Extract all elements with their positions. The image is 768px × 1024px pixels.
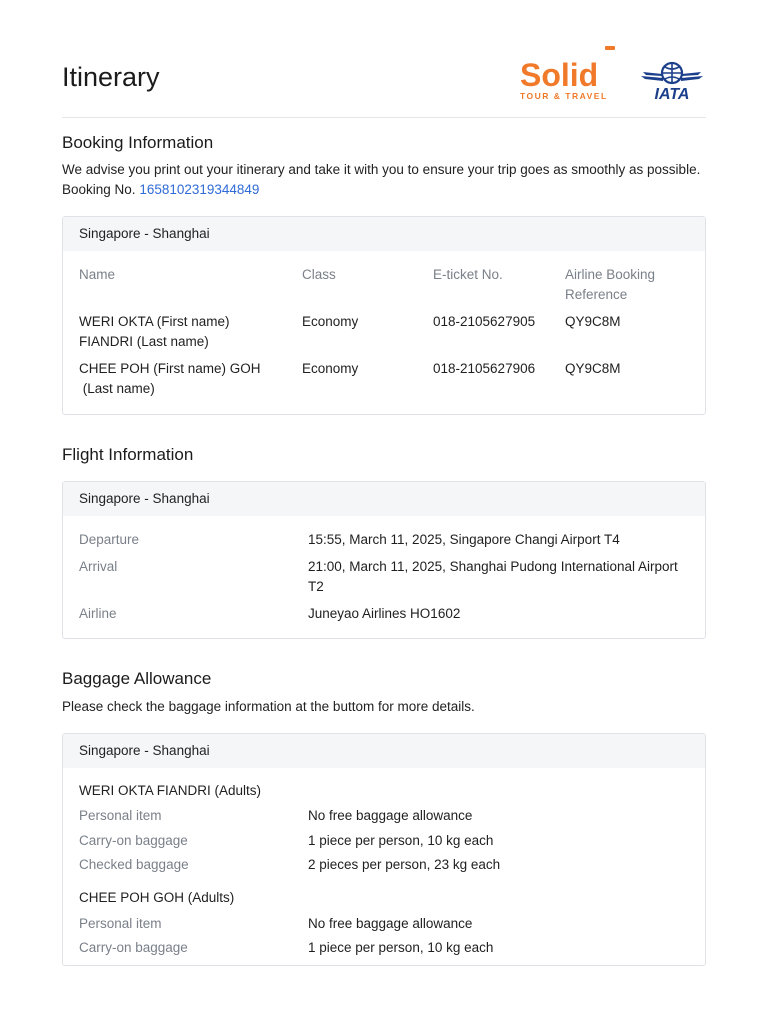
flight-route: Singapore - Shanghai [63,482,705,516]
passenger-1-last: FIANDRI (Last name) [79,334,209,349]
passenger-1-ref: QY9C8M [565,314,621,329]
flight-card [62,481,706,639]
passenger-2-class: Economy [302,361,359,376]
passenger-2-ref: QY9C8M [565,361,621,376]
baggage-passenger-2-name: CHEE POH GOH (Adults) [79,890,235,905]
booking-route: Singapore - Shanghai [63,217,705,251]
booking-advice-text: We advise you print out your itinerary and take it with you to ensure your trip goes as smoothly as possible. [62,162,701,177]
baggage-card [62,733,706,966]
p1-carry-value: 1 piece per person, 10 kg each [308,833,494,848]
p2-carry-value: 1 piece per person, 10 kg each [308,940,494,955]
flight-section-title: Flight Information [62,445,194,464]
passenger-2-first: CHEE POH (First name) GOH [79,361,261,376]
booking-no-label: Booking No. [62,182,136,197]
booking-section-title: Booking Information [62,133,214,152]
passenger-2-name [79,359,261,399]
p2-carry-label: Carry-on baggage [79,940,188,955]
arrival-value-line2: T2 [308,579,324,594]
p1-personal-value: No free baggage allowance [308,808,473,823]
baggage-route: Singapore - Shanghai [63,734,705,768]
header [62,0,706,118]
p1-checked-value: 2 pieces per person, 23 kg each [308,857,501,872]
baggage-section-title: Baggage Allowance [62,669,212,688]
solid-logo-text: Solid [520,57,599,93]
passenger-2-eticket: 018-2105627906 [433,361,536,376]
baggage-note: Please check the baggage information at the buttom for more details. [62,699,475,714]
brand-logos [520,44,706,100]
departure-value: 15:55, March 11, 2025, Singapore Changi Airport T4 [308,532,620,547]
arrival-value-line1: 21:00, March 11, 2025, Shanghai Pudong International Airport [308,559,678,574]
airline-value: Juneyao Airlines HO1602 [308,606,461,621]
solid-logo [520,46,615,100]
baggage-passenger-1-name: WERI OKTA FIANDRI (Adults) [79,783,262,798]
passenger-2-last: (Last name) [79,381,155,396]
col-airline-ref-line1: Airline Booking [565,267,656,282]
airline-label: Airline [79,606,117,621]
booking-advice [62,160,722,200]
page-title: Itinerary [62,62,160,92]
arrival-value [308,557,678,597]
col-eticket: E-ticket No. [433,267,503,282]
p2-personal-label: Personal item [79,916,162,931]
iata-logo [641,63,703,100]
booking-card [62,216,706,415]
passenger-1-class: Economy [302,314,359,329]
departure-label: Departure [79,532,140,547]
solid-logo-tagline: TOUR & TRAVEL [520,91,608,100]
col-airline-ref [565,265,655,305]
col-name: Name [79,267,116,282]
p1-carry-label: Carry-on baggage [79,833,188,848]
arrival-label: Arrival [79,559,118,574]
passenger-1-eticket: 018-2105627905 [433,314,536,329]
passenger-1-name [79,312,230,352]
itinerary-page [62,0,706,955]
p2-personal-value: No free baggage allowance [308,916,473,931]
booking-no-link[interactable]: 1658102319344849 [139,182,260,197]
p1-checked-label: Checked baggage [79,857,189,872]
col-class: Class [302,267,336,282]
iata-logo-text: IATA [654,86,690,100]
col-airline-ref-line2: Reference [565,287,628,302]
logo-group [520,44,706,100]
p1-personal-label: Personal item [79,808,162,823]
passenger-1-first: WERI OKTA (First name) [79,314,230,329]
